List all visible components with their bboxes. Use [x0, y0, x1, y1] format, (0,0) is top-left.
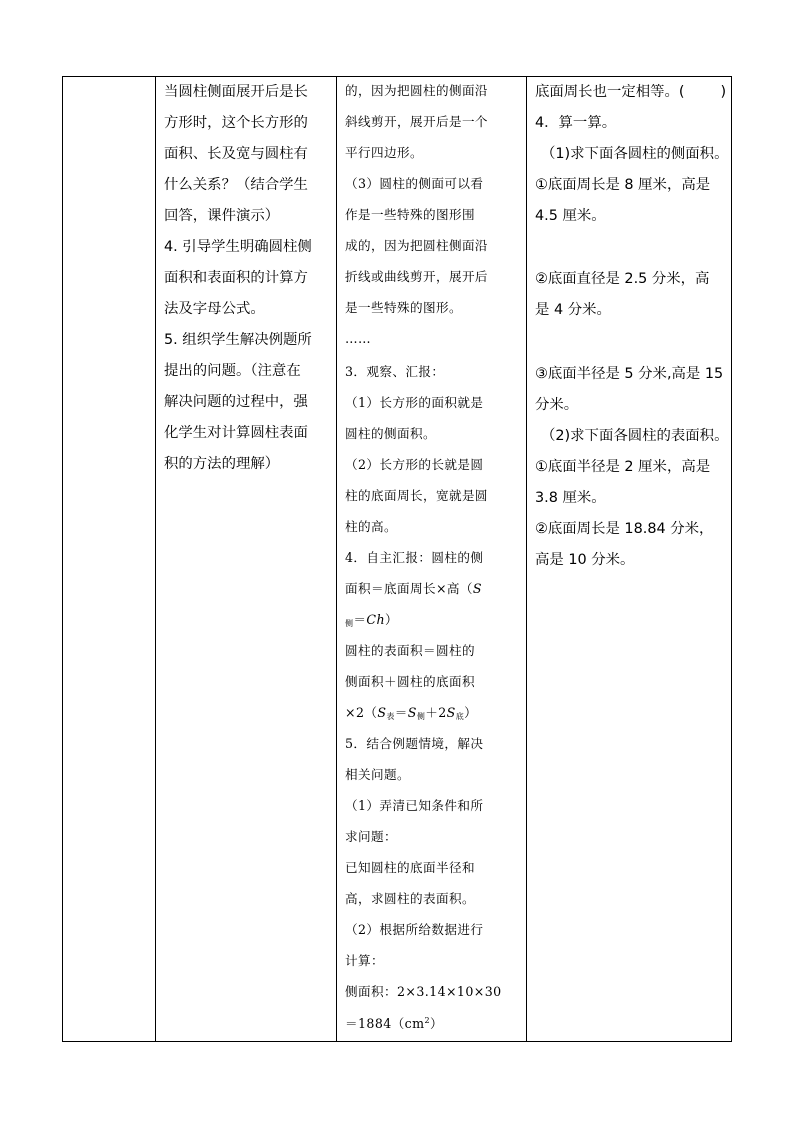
formula-symbol: S	[446, 705, 456, 720]
formula-line	[345, 583, 482, 596]
text-line: ①底面周长是 8 厘米，高是	[535, 177, 711, 193]
text-line: 5. 组织学生解决例题所	[164, 332, 312, 348]
formula-line	[345, 1017, 443, 1031]
text-line: （2）长方形的长就是圆	[345, 457, 484, 472]
text-line: 提出的问题。（注意在	[164, 363, 301, 379]
formula-symbol: S	[377, 705, 387, 720]
text-line: 是一些特殊的图形。	[345, 300, 462, 315]
text-line: 作是一些特殊的图形围	[345, 207, 475, 222]
text-line: 面积和表面积的计算方	[164, 270, 308, 286]
text-line: 高是 10 分米。	[535, 552, 635, 568]
text-line: ①底面半径是 2 厘米，高是	[535, 459, 711, 475]
text-line: 回答，课件演示）	[164, 208, 280, 224]
formula-line	[345, 707, 477, 721]
text-line: 折线或曲线剪开，展开后	[345, 269, 488, 284]
text-line: 已知圆柱的底面半径和	[345, 860, 475, 875]
text-line: 3．观察、汇报：	[345, 364, 445, 379]
formula-text: 面积＝底面周长×高（	[345, 581, 473, 596]
question-text: 底面周长也一定相等。(	[535, 84, 685, 100]
formula-symbol: Ch	[366, 612, 385, 627]
formula-text: ）	[384, 612, 398, 627]
formula-subscript: 底	[455, 712, 465, 721]
text-line: （1）长方形的面积就是	[345, 395, 484, 410]
formula-symbol: S	[472, 581, 482, 596]
text-line: （1）弄清已知条件和所	[345, 798, 484, 813]
text-line: 计算：	[345, 953, 384, 968]
text-line: 高，求圆柱的表面积。	[345, 891, 475, 906]
text-line: 4．自主汇报：圆柱的侧	[345, 550, 484, 565]
text-line: 化学生对计算圆柱表面	[164, 425, 308, 441]
text-line: 相关问题。	[345, 767, 410, 782]
text-line: （2)求下面各圆柱的表面积。	[541, 428, 729, 444]
text-line: 4．算一算。	[535, 115, 617, 131]
text-line: 积的方法的理解）	[164, 456, 280, 472]
formula-subscript: 侧	[345, 619, 354, 628]
text-line: ……	[345, 331, 371, 346]
text-line: 面积、长及宽与圆柱有	[164, 146, 308, 162]
text-line: 3.8 厘米。	[535, 490, 606, 506]
text-line: 圆柱的侧面积。	[345, 426, 436, 441]
text-line: （1)求下面各圆柱的侧面积。	[541, 146, 729, 162]
text-line: 侧面积：2×3.14×10×30	[345, 984, 502, 999]
text-line: 分米。	[535, 397, 579, 413]
text-line: 5．结合例题情境，解决	[345, 736, 484, 751]
text-line: 当圆柱侧面展开后是长	[164, 84, 308, 100]
teacher-activity-column	[156, 77, 337, 1041]
formula-text: ＝	[394, 705, 408, 720]
exercise-column	[527, 77, 732, 1041]
formula-subscript: 表	[386, 712, 395, 721]
text-line: 方形时，这个长方形的	[164, 115, 308, 131]
text-line: ③底面半径是 5 分米,高是 15	[535, 366, 724, 382]
text-line: 柱的高。	[345, 519, 397, 534]
text-line: 的，因为把圆柱的侧面沿	[345, 83, 488, 98]
formula-text: ）	[429, 1016, 443, 1031]
text-line: 求问题：	[345, 829, 397, 844]
table-column-1	[63, 77, 156, 1041]
formula-symbol: S	[407, 705, 417, 720]
text-line: 什么关系？（结合学生	[164, 177, 308, 193]
student-activity-column	[337, 77, 527, 1041]
text-line: 法及字母公式。	[164, 301, 265, 317]
formula-text: ×2（	[345, 705, 378, 720]
text-line: 柱的底面周长，宽就是圆	[345, 488, 488, 503]
text-line: 圆柱的表面积＝圆柱的	[345, 643, 475, 658]
text-line: （2）根据所给数据进行	[345, 922, 484, 937]
text-line: （3）圆柱的侧面可以看	[345, 176, 484, 191]
question-text: )	[720, 84, 727, 100]
formula-subscript: 侧	[416, 712, 426, 721]
text-line: 是 4 分米。	[535, 302, 611, 318]
formula-text: ＝1884（cm	[345, 1016, 425, 1031]
text-line: 平行四边形。	[345, 145, 423, 160]
text-line: 斜线剪开，展开后是一个	[345, 114, 488, 129]
text-line: 侧面积＋圆柱的底面积	[345, 674, 475, 689]
text-line: 解决问题的过程中，强	[164, 394, 308, 410]
text-line	[535, 85, 726, 99]
lesson-plan-table	[62, 76, 732, 1042]
text-line: ②底面直径是 2.5 分米，高	[535, 271, 710, 287]
formula-text: ）	[464, 705, 478, 720]
text-line: 4. 引导学生明确圆柱侧	[164, 239, 312, 255]
formula-line	[345, 614, 398, 628]
text-line: 成的，因为把圆柱侧面沿	[345, 238, 488, 253]
formula-text: ＋2	[425, 705, 447, 720]
formula-text: ＝	[353, 612, 367, 627]
text-line: 4.5 厘米。	[535, 208, 606, 224]
text-line: ②底面周长是 18.84 分米，	[535, 521, 714, 537]
formula-superscript: 2	[424, 1016, 430, 1025]
